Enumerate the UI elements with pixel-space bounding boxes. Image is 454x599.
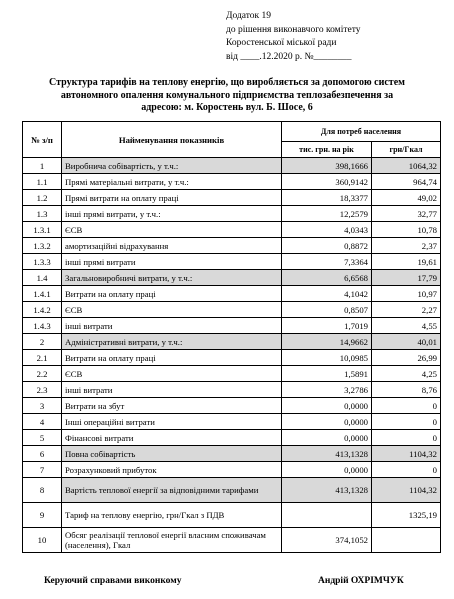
appendix-line-3: Коростенської міської ради <box>226 38 337 48</box>
row-value-uah-gcal: 40,01 <box>372 334 441 350</box>
table-row <box>23 414 441 430</box>
row-value-uah-gcal: 1104,32 <box>372 446 441 462</box>
row-number: 2.3 <box>23 382 62 398</box>
row-indicator-name: Обсяг реалізації теплової енергії власним споживачам (населення), Гкал <box>62 528 282 553</box>
row-value-thousand-uah: 7,3364 <box>282 254 372 270</box>
table-row <box>23 270 441 286</box>
row-value-thousand-uah: 360,9142 <box>282 174 372 190</box>
table-row <box>23 503 441 528</box>
row-number: 2.2 <box>23 366 62 382</box>
row-number: 9 <box>23 503 62 528</box>
row-number: 1.3.1 <box>23 222 62 238</box>
row-number: 1.4.3 <box>23 318 62 334</box>
appendix-line-2: до рішення виконавчого комітету <box>226 24 361 35</box>
title-line-2: автономного опалення комунального підприємства теплозабезпечення за <box>60 89 394 101</box>
row-number: 1.1 <box>23 174 62 190</box>
row-value-thousand-uah: 0,0000 <box>282 462 372 478</box>
row-value-thousand-uah: 0,0000 <box>282 430 372 446</box>
row-number: 1 <box>23 158 62 174</box>
table-row <box>23 462 441 478</box>
row-value-uah-gcal: 32,77 <box>372 206 441 222</box>
row-value-uah-gcal: 1064,32 <box>372 158 441 174</box>
table-row <box>23 446 441 462</box>
row-value-thousand-uah: 14,9662 <box>282 334 372 350</box>
row-value-uah-gcal: 964,74 <box>372 174 441 190</box>
row-value-thousand-uah: 18,3377 <box>282 190 372 206</box>
header-uah-gcal: грн/Гкал <box>372 142 441 158</box>
row-number: 5 <box>23 430 62 446</box>
row-value-uah-gcal: 4,55 <box>372 318 441 334</box>
row-number: 3 <box>23 398 62 414</box>
row-indicator-name: інші витрати <box>62 382 282 398</box>
row-number: 1.4.1 <box>23 286 62 302</box>
row-number: 10 <box>23 528 62 553</box>
row-value-thousand-uah: 12,2579 <box>282 206 372 222</box>
row-value-thousand-uah: 0,8872 <box>282 238 372 254</box>
row-value-thousand-uah: 413,1328 <box>282 446 372 462</box>
row-value-thousand-uah <box>282 503 372 528</box>
row-value-uah-gcal: 2,37 <box>372 238 441 254</box>
row-value-uah-gcal: 0 <box>372 462 441 478</box>
table-row <box>23 398 441 414</box>
row-value-thousand-uah: 6,6568 <box>282 270 372 286</box>
table-row <box>23 190 441 206</box>
row-indicator-name: ЄСВ <box>62 366 282 382</box>
table-row <box>23 318 441 334</box>
row-value-uah-gcal: 17,79 <box>372 270 441 286</box>
tariff-structure-table <box>22 121 441 553</box>
row-value-uah-gcal: 49,02 <box>372 190 441 206</box>
row-value-uah-gcal: 4,25 <box>372 366 441 382</box>
row-value-thousand-uah: 1,5891 <box>282 366 372 382</box>
row-number: 1.2 <box>23 190 62 206</box>
header-group: Для потреб населення <box>282 122 441 142</box>
table-body <box>23 158 441 553</box>
table-row <box>23 430 441 446</box>
row-number: 1.4.2 <box>23 302 62 318</box>
row-indicator-name: Адміністративні витрати, у т.ч.: <box>62 334 282 350</box>
appendix-line-1: Додаток 19 <box>226 11 272 21</box>
row-value-uah-gcal: 8,76 <box>372 382 441 398</box>
row-number: 1.3.3 <box>23 254 62 270</box>
table-row <box>23 158 441 174</box>
appendix-line-4: від ____.12.2020 р. №________ <box>226 51 352 62</box>
row-indicator-name: Витрати на збут <box>62 398 282 414</box>
row-value-thousand-uah: 374,1052 <box>282 528 372 553</box>
header-thousand-uah-year: тис. грн. на рік <box>282 142 372 158</box>
table-row <box>23 334 441 350</box>
appendix-block <box>226 10 360 64</box>
table-row <box>23 528 441 553</box>
row-number: 8 <box>23 478 62 503</box>
row-indicator-name: Прямі витрати на оплату праці <box>62 190 282 206</box>
row-indicator-name: Витрати на оплату праці <box>62 350 282 366</box>
row-number: 4 <box>23 414 62 430</box>
row-value-uah-gcal: 10,78 <box>372 222 441 238</box>
header-number: № з/п <box>23 122 62 158</box>
row-value-uah-gcal: 0 <box>372 414 441 430</box>
row-indicator-name: ЄСВ <box>62 222 282 238</box>
row-indicator-name: Тариф на теплову енергію, грн/Гкал з ПДВ <box>62 503 282 528</box>
header-name: Найменування показників <box>62 122 282 158</box>
row-value-uah-gcal: 19,61 <box>372 254 441 270</box>
row-indicator-name: Прямі матеріальні витрати, у т.ч.: <box>62 174 282 190</box>
table-row <box>23 286 441 302</box>
table-row <box>23 478 441 503</box>
row-number: 6 <box>23 446 62 462</box>
row-indicator-name: Виробнича собівартість, у т.ч.: <box>62 158 282 174</box>
row-value-thousand-uah: 398,1666 <box>282 158 372 174</box>
row-number: 1.4 <box>23 270 62 286</box>
row-value-thousand-uah: 10,0985 <box>282 350 372 366</box>
row-indicator-name: Вартість теплової енергії за відповідними тарифами <box>62 478 282 503</box>
signature-name: Андрій ОХРІМЧУК <box>318 576 404 586</box>
row-indicator-name: Витрати на оплату праці <box>62 286 282 302</box>
table-row <box>23 174 441 190</box>
row-number: 7 <box>23 462 62 478</box>
row-value-uah-gcal: 1325,19 <box>372 503 441 528</box>
table-row <box>23 238 441 254</box>
row-value-thousand-uah: 4,0343 <box>282 222 372 238</box>
row-indicator-name: Фінансові витрати <box>62 430 282 446</box>
row-indicator-name: інші прямі витрати <box>62 254 282 270</box>
row-value-thousand-uah: 4,1042 <box>282 286 372 302</box>
table-row <box>23 350 441 366</box>
table-row <box>23 302 441 318</box>
signature-position: Керуючий справами виконкому <box>44 576 182 586</box>
row-value-uah-gcal: 10,97 <box>372 286 441 302</box>
row-indicator-name: інші витрати <box>62 318 282 334</box>
row-indicator-name: Інші операційні витрати <box>62 414 282 430</box>
title-line-3: адресою: м. Коростень вул. Б. Шосе, 6 <box>141 102 313 113</box>
row-number: 1.3 <box>23 206 62 222</box>
row-value-uah-gcal: 1104,32 <box>372 478 441 503</box>
row-value-thousand-uah: 0,0000 <box>282 414 372 430</box>
row-value-thousand-uah: 0,8507 <box>282 302 372 318</box>
title-line-1: Структура тарифів на теплову енергію, що виробляється за допомогою систем <box>49 77 405 88</box>
row-indicator-name: Розрахунковий прибуток <box>62 462 282 478</box>
row-value-uah-gcal <box>372 528 441 553</box>
table-row <box>23 382 441 398</box>
row-indicator-name: Загальновиробничі витрати, у т.ч.: <box>62 270 282 286</box>
row-value-uah-gcal: 26,99 <box>372 350 441 366</box>
row-number: 2.1 <box>23 350 62 366</box>
row-value-thousand-uah: 413,1328 <box>282 478 372 503</box>
row-indicator-name: Повна собівартість <box>62 446 282 462</box>
table-row <box>23 366 441 382</box>
table-row <box>23 222 441 238</box>
table-row <box>23 254 441 270</box>
row-value-uah-gcal: 0 <box>372 430 441 446</box>
table-row <box>23 206 441 222</box>
row-value-thousand-uah: 1,7019 <box>282 318 372 334</box>
row-indicator-name: ЄСВ <box>62 302 282 318</box>
row-value-uah-gcal: 0 <box>372 398 441 414</box>
row-value-uah-gcal: 2,27 <box>372 302 441 318</box>
row-value-thousand-uah: 3,2786 <box>282 382 372 398</box>
row-number: 2 <box>23 334 62 350</box>
row-indicator-name: амортизаційні відрахування <box>62 238 282 254</box>
table-header-row <box>23 122 441 142</box>
row-indicator-name: інші прямі витрати, у т.ч.: <box>62 206 282 222</box>
row-value-thousand-uah: 0,0000 <box>282 398 372 414</box>
row-number: 1.3.2 <box>23 238 62 254</box>
document-title <box>14 77 440 115</box>
